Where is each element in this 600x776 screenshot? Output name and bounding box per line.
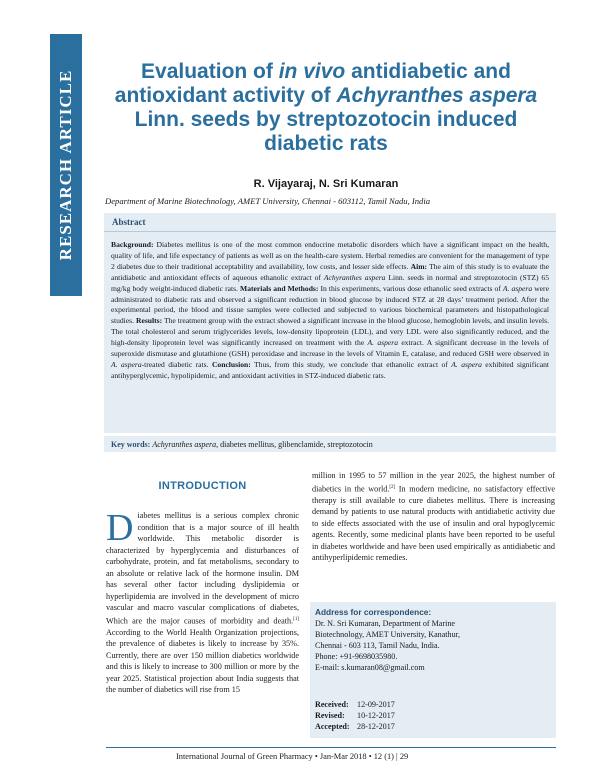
paragraph-text: According to the World Health Organization projections, the prevalence of diabetes is likely to increase by 35%. Currently, there are over 150 million diabetics worldwide and this is likely to increase to 300 million or more by the year 2025. Statistical projection about India suggests that the number of diabetics will rise from 15 [106,627,299,695]
footer-rule [106,747,556,748]
title-text: antidiabetic and [345,60,511,83]
intro-heading: INTRODUCTION [158,480,247,492]
received-date: 12-09-2017 [357,700,395,709]
paragraph-text: iabetes mellitus is a serious complex chronic condition that is a major source of ill health worldwide. This metabolic disorder is characterized by hyperglycemia and disturbances of carbohydrate, protein, and fat metabolisms, secondary to an absolute or relative lack of the hormone insulin. DM has several other factor including dyslipidemia or hyperlipidemia are involved in the development of micro vascular and macro vascular complications of diabetes, Which are the major causes of morbidity and death. [106,511,299,626]
accepted-date: 28-12-2017 [357,722,395,731]
authors: R. Vijayaraj, N. Sri Kumaran [253,178,399,190]
accepted-row [315,721,551,732]
intro-paragraph-continued [312,470,555,564]
abstract-heading: Abstract [112,217,146,227]
article-type-label: RESEARCH ARTICLE [56,69,75,261]
footer-text: International Journal of Green Pharmacy • Jan-Mar 2018 • 12 (1) | 29 [176,752,409,761]
email: E-mail: s.kumaran08@gmail.com [315,663,425,672]
citation: [2] [389,484,396,490]
keywords [111,440,373,449]
address-line: Chennai - 603 113, Tamil Nadu, India. [315,641,440,650]
title-italic: Achyranthes aspera [336,84,538,107]
species-name: A. aspera [367,338,399,348]
keywords-list: , diabetes mellitus, glibenclamide, streptozotocin [216,440,373,449]
abstract-text: exhibited significant antihyperglycemic, hypolipidemic, and antioxidant activities in STZ-induced diabetic rats. [111,359,549,380]
revised-row [315,710,551,721]
keyword-species: Achyranthes aspera [152,440,217,449]
revised-label: Revised: [315,711,345,720]
received-label: Received: [315,700,349,709]
abstract-body [111,240,549,382]
abstract-text: Linn. seeds in normal and streptozotocin (STZ) 65 mg/kg body weight-induced diabetic rats. [111,272,550,293]
title-text: Evaluation of [141,60,279,83]
citation: [1] [293,616,299,622]
received-row [315,699,551,710]
abstract-text: -treated diabetic rats. [141,359,209,369]
species-name: A. aspera [502,283,533,293]
keywords-box [104,436,556,452]
sidebar [0,0,92,776]
abstract-text: Thus, from this study, we conclude that ethanolic extract of [254,359,448,369]
abstract-text: Diabetes mellitus is one of the most common endocrine metabolic disorders which have a significant impact on the health, quality of life, and life expectancy of patients as well as on the health-care system. Herbal remedies are convenient for the management of type 2 diabetes due to their traditional acceptability and availability, low costs, and lesser side effects. [111,240,549,271]
phone: Phone: +91-9698035980. [315,652,398,661]
correspondence-content [315,607,551,732]
title-text: antioxidant activity of [114,84,337,107]
section-label: Conclusion: [211,359,251,369]
abstract-text: extract. A significant decrease in the levels of superoxide dismutase and glutathione (GSH) peroxidase and increase in the levels of Vitamin E, catalase, and reduced GSH were observed in [111,338,549,359]
abstract-text: were administrated to diabetic rats and observed a significant reduction in blood glucose by induced STZ at 28 days’ treatment period. After the experimental period, the blood and tissue samples were collected and subjected to various biochemical parameters and histopathological studies. [111,283,549,326]
species-name: Achyranthes aspera [323,272,386,282]
section-label: Results: [135,316,163,326]
address-line: Dr. N. Sri Kumaran, Department of Marine [315,619,456,628]
paragraph-text: In modern medicine, no satisfactory effective therapy is still available to cure diabetes mellitus. There is increasing demand by patients to use natural products with antidiabetic activity due to side effects associated with the use of insulin and oral hypoglycemic agents. Recently, some medicinal plants have been reported to be useful in diabetes worldwide and have been used empirically as antidiabetic and antihyperlipidemic remedies. [312,484,556,563]
abstract-text: In this experiments, various dose ethanolic seed extracts of [320,283,501,293]
title-text: diabetic rats [264,132,388,155]
section-label: Background: [111,240,154,249]
right-column [312,470,555,564]
correspondence-title: Address for correspondence: [315,607,432,617]
abstract-text: The aim of this study is to evaluate the antidiabetic and antioxidant effects of aqueous ethanolic extract of [111,261,550,282]
address-line: Biotechnology, AMET University, Kanathur, [315,630,461,639]
left-column [106,470,299,696]
revised-date: 10-12-2017 [357,711,395,720]
keywords-label: Key words: [111,440,151,449]
species-name: A. aspera [111,359,142,369]
section-label: Materials and Methods: [240,283,319,293]
title-text: Linn. seeds by streptozotocin induced [134,108,518,131]
correspondence-box [310,602,556,738]
abstract-box [104,213,556,433]
drop-cap: D [106,507,134,549]
paragraph-text: million in 1995 to 57 million in the year 2025, the highest number of diabetics in the world. [312,471,555,494]
affiliation: Department of Marine Biotechnology, AMET University, Chennai - 603112, Tamil Nadu, India [105,196,431,206]
species-name: A. aspera [451,359,482,369]
abstract-text: The treatment group with the extract showed a significant increase in the blood glucose, hemoglobin levels, and insulin levels. The total cholesterol and serum triglycerides levels, low-density lipoprotein (LDL), and very LDL were also significantly reduced, and the high-density lipoprotein level was significantly increased on treatment with the [111,316,550,348]
article-title [100,60,552,156]
title-italic: in vivo [278,60,346,83]
accepted-label: Accepted: [315,722,350,731]
abstract-header [104,213,556,232]
section-label: Aim: [410,261,428,271]
intro-paragraph [106,507,299,696]
